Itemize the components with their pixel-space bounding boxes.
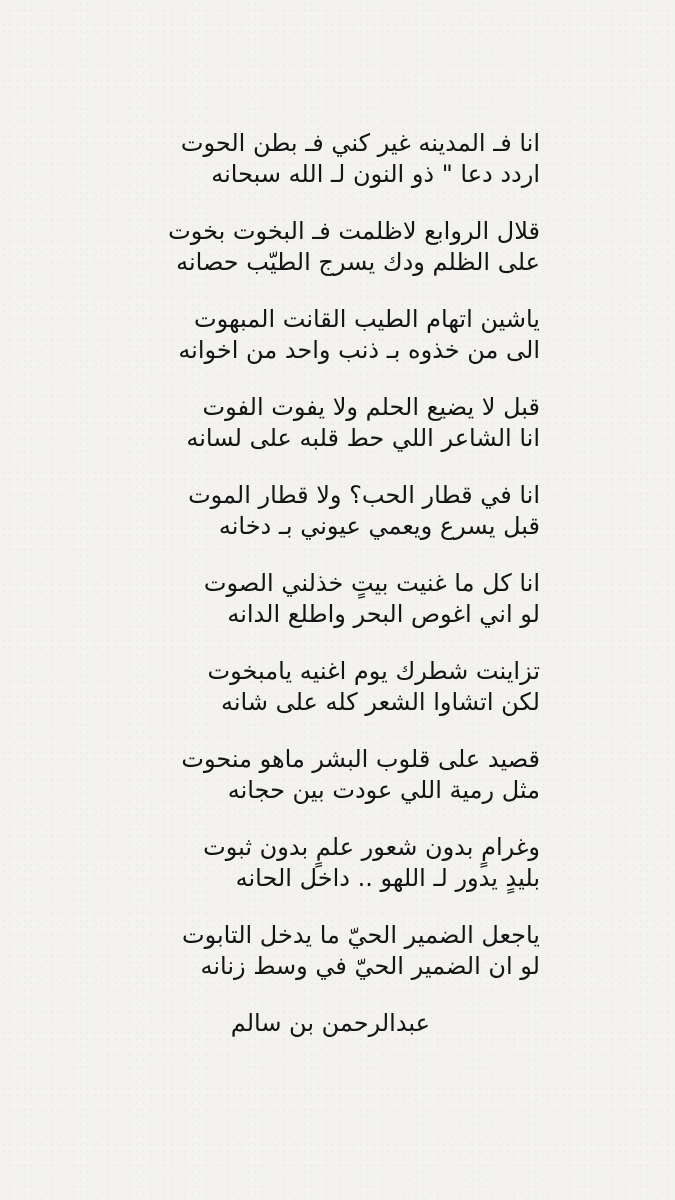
stanza-10 xyxy=(90,920,540,982)
verse-line: لكن اتشاوا الشعر كله على شانه xyxy=(221,688,540,716)
verse-line: قصيد على قلوب البشر ماهو منحوت xyxy=(181,745,540,773)
verse-line: قبل يسرع ويعمي عيوني بـ دخانه xyxy=(218,512,540,540)
stanza-4 xyxy=(90,392,540,454)
verse-line: ياشين اتهام الطيب القانت المبهوت xyxy=(193,305,540,333)
stanza-6 xyxy=(90,568,540,630)
poet-signature: عبدالرحمن بن سالم xyxy=(230,1009,430,1037)
verse-line: الى من خذوه بـ ذنب واحد من اخوانه xyxy=(178,336,540,364)
verse-line: على الظلم ودك يسرج الطيّب حصانه xyxy=(176,248,540,276)
stanza-9 xyxy=(90,832,540,894)
verse-line: انا في قطار الحب؟ ولا قطار الموت xyxy=(188,481,540,509)
verse-line: مثل رمية اللي عودت بين حجانه xyxy=(227,776,540,804)
verse-line: انا الشاعر اللي حط قلبه على لسانه xyxy=(186,424,540,452)
verse-line: انا كل ما غنيت بيتٍ خذلني الصوت xyxy=(203,569,540,597)
verse-line: قبل لا يضيع الحلم ولا يفوت الفوت xyxy=(202,393,540,421)
verse-line: ياجعل الضمير الحيّ ما يدخل التابوت xyxy=(181,921,540,949)
verse-line: لو اني اغوص البحر واطلع الدانه xyxy=(227,600,540,628)
verse-line: تزاينت شطرك يوم اغنيه يامبخوت xyxy=(207,657,540,685)
stanza-8 xyxy=(90,744,540,806)
stanza-1 xyxy=(90,128,540,190)
verse-line: لو ان الضمير الحيّ في وسط زنانه xyxy=(200,952,540,980)
stanza-3 xyxy=(90,304,540,366)
verse-line: قلال الروابع لاظلمت فـ البخوت بخوت xyxy=(168,217,540,245)
verse-line: بليدٍ يدور لـ اللهو .. داخل الحانه xyxy=(235,864,540,892)
stanza-2 xyxy=(90,216,540,278)
verse-line: اردد دعا " ذو النون لـ الله سبحانه xyxy=(211,160,540,188)
stanza-7 xyxy=(90,656,540,718)
verse-line: انا فـ المدينه غير كني فـ بطن الحوت xyxy=(180,129,540,157)
verse-line: وغرامٍ بدون شعور علمٍ بدون ثبوت xyxy=(203,833,540,861)
stanza-5 xyxy=(90,480,540,542)
poem-body xyxy=(90,128,540,1039)
